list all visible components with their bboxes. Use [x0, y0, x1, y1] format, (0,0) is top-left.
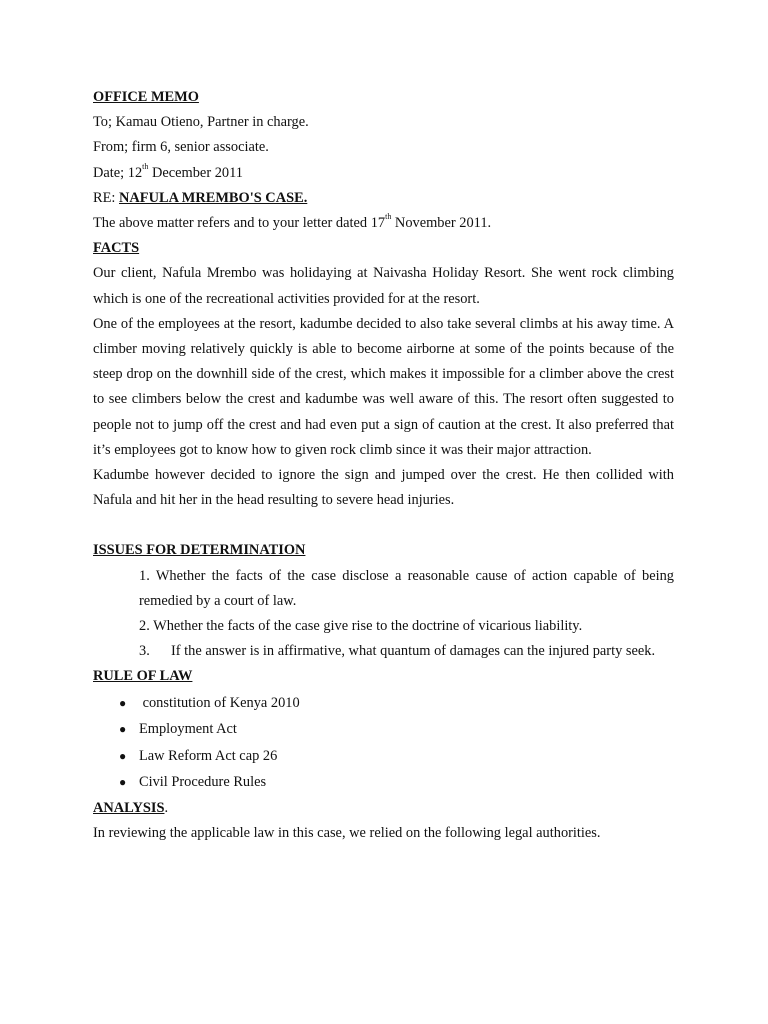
memo-date-prefix: Date; 12 — [93, 164, 143, 181]
rule-item-text: Law Reform Act cap 26 — [139, 747, 278, 764]
list-item — [93, 769, 674, 796]
issue-text: Whether the facts of the case give rise to the doctrine of vicarious liability. — [153, 618, 583, 635]
issue-number: 3. — [139, 643, 150, 660]
list-item — [93, 716, 674, 743]
memo-ref-sup: th — [385, 212, 392, 222]
memo-title: OFFICE MEMO — [93, 89, 199, 105]
issues-heading: ISSUES FOR DETERMINATION — [93, 542, 306, 559]
rule-of-law-list — [93, 690, 674, 796]
rule-item-text: Civil Procedure Rules — [139, 774, 267, 791]
rule-item-text: constitution of Kenya 2010 — [139, 694, 300, 711]
facts-paragraph-1: Our client, Nafula Mrembo was holidaying at Naivasha Holiday Resort. She went rock climbing which is one of the recreational activities provided for at the resort. — [93, 265, 674, 307]
bullet-icon: ● — [119, 722, 127, 737]
facts-paragraph-3: Kadumbe however decided to ignore the sign and jumped over the crest. He then collided with Nafula and hit her in the head resulting to severe head injuries. — [93, 467, 674, 509]
bullet-icon: ● — [119, 775, 127, 790]
issue-text: Whether the facts of the case disclose a reasonable cause of action capable of being remedied by a court of law. — [139, 567, 674, 609]
memo-re-prefix: RE: — [93, 189, 119, 206]
rule-of-law-heading: RULE OF LAW — [93, 668, 193, 685]
analysis-heading: ANALYSIS — [93, 799, 165, 816]
memo-re — [93, 186, 674, 211]
memo-ref-prefix: The above matter refers and to your letter dated 17 — [93, 215, 386, 232]
analysis-text: In reviewing the applicable law in this case, we relied on the following legal authorities. — [93, 824, 601, 841]
section-spacer — [93, 513, 674, 538]
issue-item-3 — [139, 639, 674, 664]
issue-number: 1. — [139, 567, 150, 584]
memo-re-title: NAFULA MREMBO'S CASE. — [119, 189, 308, 206]
issue-item-2 — [139, 614, 674, 639]
memo-date-sup: th — [142, 161, 149, 171]
memo-date — [93, 161, 674, 186]
memo-to: To; Kamau Otieno, Partner in charge. — [93, 114, 309, 131]
memo-date-suffix: December 2011 — [148, 164, 243, 181]
rule-item-text: Employment Act — [139, 721, 237, 738]
issue-item-1 — [139, 564, 674, 614]
bullet-icon: ● — [119, 748, 127, 763]
facts-paragraph-2: One of the employees at the resort, kadumbe decided to also take several climbs at his away time. A climber moving relatively quickly is able to become airborne at some of the points because of the steep drop on the downhill side of the crest, which makes it impossible for a climber above the crest to see climbers below the crest and kadumbe was well aware of this. The resort often suggested to people not to jump off the crest and had even put a sign of caution at the crest. It also preferred that it’s employees got to know how to given rock climb since it was their major attraction. — [93, 315, 674, 458]
issues-list — [93, 564, 674, 665]
list-item — [93, 690, 674, 717]
facts-heading: FACTS — [93, 240, 140, 257]
list-item — [93, 743, 674, 770]
analysis-heading-line — [93, 796, 674, 821]
bullet-icon: ● — [119, 695, 127, 710]
analysis-heading-dot: . — [164, 799, 169, 816]
issue-text: If the answer is in affirmative, what quantum of damages can the injured party seek. — [171, 643, 656, 660]
issue-number: 2. — [139, 618, 150, 635]
memo-from: From; firm 6, senior associate. — [93, 139, 269, 156]
memo-reference — [93, 211, 674, 236]
memo-ref-suffix: November 2011. — [391, 215, 492, 232]
